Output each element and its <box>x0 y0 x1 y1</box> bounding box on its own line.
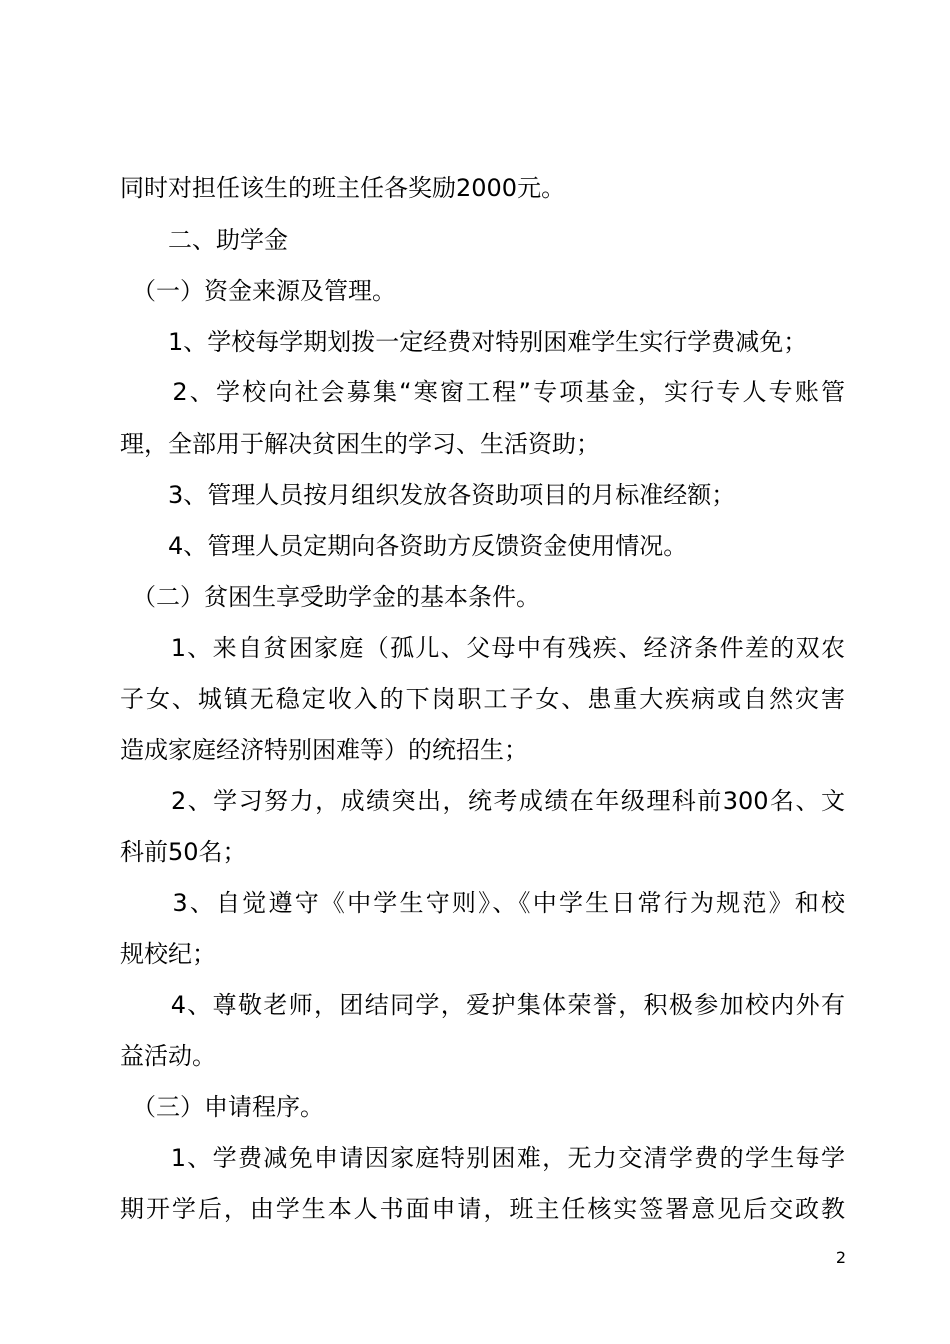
subsection-heading: （三）申请程序。 <box>120 1093 324 1121</box>
paragraph-line: 1、学校每学期划拨一定经费对特别困难学生实行学费减免； <box>120 328 808 356</box>
paragraph-line: 同时对担任该生的班主任各奖励2000元。 <box>120 174 566 202</box>
paragraph-line: 2、学校向社会募集“寒窗工程”专项基金，实行专人专账管 <box>120 378 845 406</box>
subsection-heading: （一）资金来源及管理。 <box>120 277 396 305</box>
paragraph-line: 3、管理人员按月组织发放各资助项目的月标准经额； <box>120 481 736 509</box>
subsection-heading: （二）贫困生享受助学金的基本条件。 <box>120 583 540 611</box>
paragraph-line: 造成家庭经济特别困难等）的统招生； <box>120 736 528 764</box>
paragraph-line: 1、来自贫困家庭（孤儿、父母中有残疾、经济条件差的双农 <box>120 634 845 662</box>
paragraph-line: 规校纪； <box>120 940 216 968</box>
paragraph-line: 4、尊敬老师，团结同学，爱护集体荣誉，积极参加校内外有 <box>120 991 845 1019</box>
paragraph-line: 科前50名； <box>120 838 247 866</box>
paragraph-line: 期开学后，由学生本人书面申请，班主任核实签署意见后交政教 <box>120 1195 845 1223</box>
paragraph-line: 1、学费减免申请因家庭特别困难，无力交清学费的学生每学 <box>120 1144 845 1172</box>
paragraph-line: 子女、城镇无稳定收入的下岗职工子女、患重大疾病或自然灾害 <box>120 685 845 713</box>
paragraph-line: 4、管理人员定期向各资助方反馈资金使用情况。 <box>120 532 688 560</box>
paragraph-line: 2、学习努力，成绩突出，统考成绩在年级理科前300名、文 <box>120 787 845 815</box>
page-number: 2 <box>835 1248 846 1267</box>
paragraph-line: 益活动。 <box>120 1042 216 1070</box>
paragraph-line: 理，全部用于解决贫困生的学习、生活资助； <box>120 430 600 458</box>
section-heading: 二、助学金 <box>120 226 288 254</box>
paragraph-line: 3、自觉遵守《中学生守则》、《中学生日常行为规范》和校 <box>120 889 845 917</box>
